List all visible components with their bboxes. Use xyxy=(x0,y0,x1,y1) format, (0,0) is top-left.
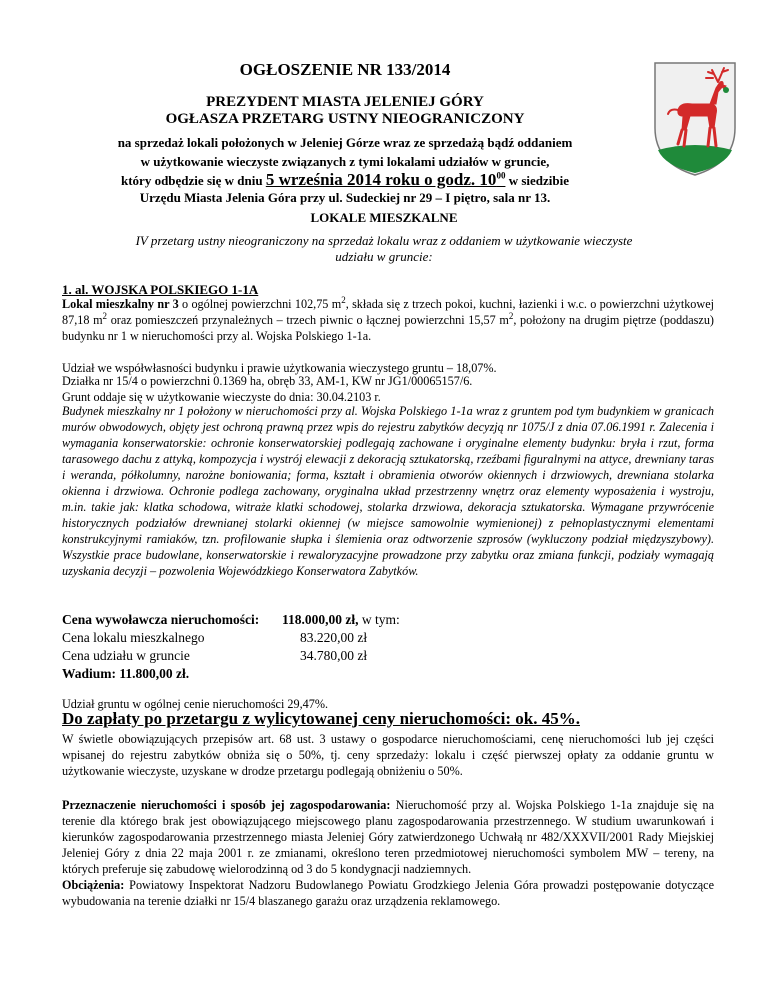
property-title: 1. al. WOJSKA POLSKIEGO 1-1A xyxy=(62,282,259,297)
intro-line-2: w użytkowanie wieczyste związanych z tymi lokalami udziałów w gruncie, xyxy=(140,154,550,169)
purpose-paragraph: Przeznaczenie nieruchomości i sposób jej zagospodarowania: Nieruchomość przy al. Wojska Polskiego 1-1a znajduje się na terenie dla którego brak jest obowiązującego miejscowego planu zagospodarowania przestrzennego. W studium uwarunkowań i kierunków zagospodarowania przestrzennego miasta Jeleniej Góry zatwierdzonego Uchwałą nr 482/XXXVII/2001 Rady Miejskiej Jeleniej Góry z dnia 22 maja 2001 r. ze zmianami, określono teren przedmiotowej nieruchomości symbolem MW – tereny, na których preferuje się zabudowę wielorodzinną od 3 do 5 kondygnacji nadziemnych. xyxy=(62,798,714,876)
land-share-percent: Udział gruntu w ogólnej cenie nieruchomości 29,47%. xyxy=(62,697,329,711)
starting-price-label: Cena wywoławcza nieruchomości: xyxy=(62,612,260,627)
section-subtitle-2: udziału w gruncie: xyxy=(335,249,433,264)
intro-line-4: Urzędu Miasta Jelenia Góra przy ul. Sudeckiej nr 29 – I piętro, sala nr 13. xyxy=(139,190,551,205)
ownership-share: Udział we współwłasności budynku i prawie użytkowania wieczystego gruntu – 18,07%. xyxy=(62,361,497,375)
lease-term: Grunt oddaje się w użytkowanie wieczyste do dnia: 30.04.2103 r. xyxy=(62,390,381,404)
property-description: Lokal mieszkalny nr 3 o ogólnej powierzchni 102,75 $m^2$, składa się z trzech pokoi, kuchni, łazienki i w.c. o powierzchni użytkowej 87,18 $m^2$ oraz pomieszczeń przynależnych – trzech piwnic o łącznej powierzchni 15,57 $m^2$, położony na drugim piętrze (poddaszu) budynku nr 1 w nieruchomości przy al. Wojska Polskiego 1-1a. xyxy=(62,294,714,343)
payment-title: Do zapłaty po przetargu z wylicytowanej ceny nieruchomości: ok. 45%. xyxy=(62,709,580,728)
section-title: LOKALE MIESZKALNE xyxy=(310,210,458,225)
section-subtitle-1: IV przetarg ustny nieograniczony na sprzedaż lokalu wraz z oddaniem w użytkowanie wieczyste xyxy=(135,233,633,248)
intro-suffix: w siedzibie xyxy=(508,173,569,188)
legal-discount: W świetle obowiązujących przepisów art. 68 ust. 3 ustawy o gospodarce nieruchomościami, cenę nieruchomości lub jej części wpisanej do rejestru zabytków obniża się o 50%, tj. ceny sprzedaży: lokalu i część pierwszej opłaty za oddanie gruntu w użytkowanie wieczyste, uzyskane w drodze przetargu podlegają obniżeniu o 50%. xyxy=(62,732,714,778)
plot-info: Działka nr 15/4 o powierzchni 0.1369 ha, obręb 33, AM-1, KW nr JG1/00065157/6. xyxy=(62,374,473,388)
deposit: Wadium: 11.800,00 zł. xyxy=(62,666,190,681)
land-share-price-label: Cena udziału w gruncie xyxy=(62,648,190,663)
unit-price-value: 83.220,00 zł xyxy=(300,630,368,645)
unit-price-label: Cena lokalu mieszkalnego xyxy=(62,630,205,645)
intro-line-1: na sprzedaż lokali położonych w Jeleniej Górze wraz ze sprzedażą bądź oddaniem xyxy=(117,135,573,150)
land-share-price-value: 34.780,00 zł xyxy=(300,648,368,663)
heritage-requirements: Budynek mieszkalny nr 1 położony w nieruchomości przy al. Wojska Polskiego 1-1a wraz z gruntem pod tym budynkiem w granicach murów obwodowych, objęty jest ochroną prawną przez wpis do rejestru zabytków decyzją nr 1075/J z dnia 07.06.1991 r. Zalecenia i wymagania konserwatorskie: ochronie konserwatorskiej podlegają zachowane i oryginalne elementy budynku: bryła i rzut, forma tarasowego dachu z attyką, kompozycja i wystrój elewacji z dekoracją sztukatorską, rzeźbami figuralnymi na attyce, drewniany taras i weranda, półkolumny, narożne boniowania; forma, kształt i obramienia otworów okiennych i drzwiowych, drewniana stolarka okienna i drzwiowa. Ochronie podlega zachowany, oryginalna układ przestrzenny wnętrz oraz elementy wyposażenia i wystroju, m.in. takie jak: klatka schodowa, witraże klatki schodowej, stolarka drzwiowa, dekoracja sztukatorska. Wymagane przywrócenie historycznych podziałów drewnianej stolarki okiennej (w miejsce samowolnie wymienionej) z pełnoplastycznymi elementami konstrukcyjnymi ramiaków, tzn. profilowanie słupka i ślemienia oraz odtworzenie szprosów (wykluczony podział międzyszybowy). Wszystkie prace budowlane, konserwatorskie i rewaloryzacyjne prowadzone przy zabytku oraz zmiana funkcji, podziały wymagają uzyskania decyzji – pozwolenia Wojewódzkiego Konserwatora Zabytków. xyxy=(62,404,714,578)
intro-prefix: który odbędzie się w dniu xyxy=(121,173,263,188)
issuer-line: PREZYDENT MIASTA JELENIEJ GÓRY xyxy=(206,94,484,110)
announcement-title: OGŁOSZENIE NR 133/2014 xyxy=(239,60,451,79)
deer-crest-icon xyxy=(650,58,740,178)
starting-price-value: 118.000,00 zł, w tym: xyxy=(282,612,400,627)
encumbrances-paragraph: Obciążenia: Powiatowy Inspektorat Nadzoru Budowlanego Powiatu Grodzkiego Jelenia Góra prowadzi postępowanie dotyczące wybudowania na terenie działki nr 15/4 blaszanego garażu oraz urządzenia reklamowego. xyxy=(62,878,714,908)
intro-line-3 xyxy=(0,170,690,190)
tender-type-line: OGŁASZA PRZETARG USTNY NIEOGRANICZONY xyxy=(165,111,525,127)
auction-date: 5 września 2014 roku o godz. $10^{00}$ xyxy=(265,170,506,189)
